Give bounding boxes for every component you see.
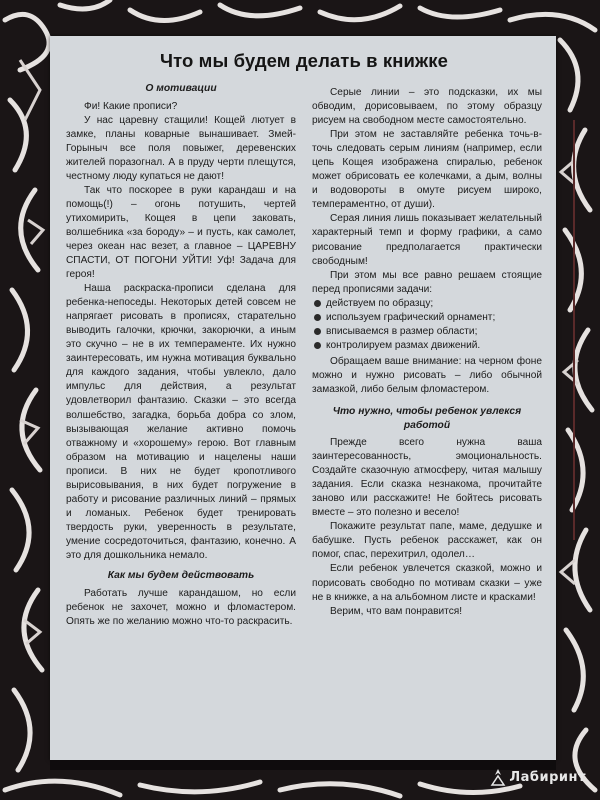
paragraph: Покажите результат папе, маме, дедушке и бабушке. Пусть ребенок расскажет, как он помог, спас, перехитрил, одолел… xyxy=(312,521,542,561)
list-item-text: действуем по образцу; xyxy=(326,297,434,309)
bullet-icon xyxy=(314,342,321,349)
logo-text: Лабиринт xyxy=(509,769,586,785)
watermark-logo xyxy=(489,768,586,786)
book-page xyxy=(50,36,556,760)
paragraph: Фи! Какие прописи? xyxy=(84,100,178,112)
paragraph: Если ребенок увлечется сказкой, можно и порисовать свободно по мотивам сказки – уже не в книжке, а на альбомном листе и красками! xyxy=(312,563,542,603)
right-column xyxy=(312,80,542,629)
list-item-text: вписываемся в размер области; xyxy=(326,325,478,337)
page-spine xyxy=(573,120,575,540)
bullet-icon xyxy=(314,328,321,335)
paragraph: Серые линии – это подсказки, их мы обводим, дорисовываем, по этому образцу рисуем на свободном месте самостоятельно. xyxy=(312,87,542,127)
paragraph: Обращаем ваше внимание: на черном фоне можно и нужно рисовать – либо обычной замазкой, либо белым фломастером. xyxy=(312,355,542,395)
task-list xyxy=(312,297,542,353)
section-heading-actions: Как мы будем действовать xyxy=(107,570,255,582)
bullet-icon xyxy=(314,300,321,307)
list-item xyxy=(312,339,542,353)
text-columns xyxy=(66,80,542,629)
page-bottom-edge xyxy=(50,760,556,770)
section-heading-motivation: О мотивации xyxy=(145,83,217,94)
list-item-text: используем графический орнамент; xyxy=(326,311,496,323)
paragraph: Прежде всего нужна ваша заинтересованность, эмоциональность. Создайте сказочную атмосферу, читая малышу задания. Если сказка незнакома, прочитайте заново или расскажите! Не бойтесь рисовать вместе – это полезно и весело! xyxy=(312,437,542,519)
paragraph: У нас царевну стащили! Кощей лютует в замке, планы коварные вынашивает. Змей-Горыныч все поля повыжег, деревенских жителей поразогнал. А в пруду черти плещутся, честному люду купаться не дают! xyxy=(66,114,296,182)
paragraph: При этом мы все равно решаем стоящие перед прописями задачи: xyxy=(312,269,542,295)
paragraph: Серая линия лишь показывает желательный характерный темп и форму графики, а само рисование предполагается практически свободным! xyxy=(312,213,542,267)
bullet-icon xyxy=(314,314,321,321)
list-item-text: контролируем размах движений. xyxy=(326,339,481,351)
labirint-logo-icon xyxy=(489,768,507,786)
list-item xyxy=(312,311,542,325)
list-item xyxy=(312,297,542,311)
paragraph: Наша раскраска-прописи сделана для ребенка-непоседы. Некоторых детей совсем не напрягает рисовать в прописях, старательно выводить галочки, крючки, закорючки, а иным это скучно – не в их темпераменте. Их нужно заинтересовать, им нужна мотивация буквально для каждого задания, чтобы увлекло, дало импульс для действия, а результат удовлетворил фантазию. Сказки – это всегда волшебство, загадка, борьба добра со злом, вызывающая желание активно помочь отважному и «хорошему» герою. Вот главным образом на мотивацию и нацелены наши прописи. В них не будет кропотливого вырисовывания, в них будет погружение в работу и рисование различных линий – прямых и ломаных. Ребенок будет тренировать твердость руки, уверенность в результате, умение сосредоточиться, фантазию, конечно. А это для дошкольника немало. xyxy=(66,283,296,561)
page-title: Что мы будем делать в книжке xyxy=(160,50,448,71)
paragraph: Так что поскорее в руки карандаш и на помощь(!) – огонь потушить, чертей утихомирить, Кощея в цепи заковать, волшебника «за бороду» – и пусть, как самолет, через океан нас везет, а главное – ЦАРЕВНУ СПАСТИ, ОТ ПОГОНИ УЙТИ! Уф! Задача для героя! xyxy=(66,184,296,281)
paragraph: Верим, что вам понравится! xyxy=(330,605,463,617)
paragraph: Работать лучше карандашом, но если ребенок не захочет, можно и фломастером. Опять же по желанию можно что-то раскрасить. xyxy=(66,587,296,627)
section-heading-engagement: Что нужно, чтобы ребенок увлекся работой xyxy=(332,406,522,431)
left-column xyxy=(66,80,296,629)
list-item xyxy=(312,325,542,339)
paragraph: При этом не заставляйте ребенка точь-в-точь следовать серым линиям (например, если цепь Кощея изображена спиралью, ребенок может обрисовать ее колечками, а дым, волны и водовороты в омуте рисуем широко, темпераментно, от души). xyxy=(312,129,542,211)
